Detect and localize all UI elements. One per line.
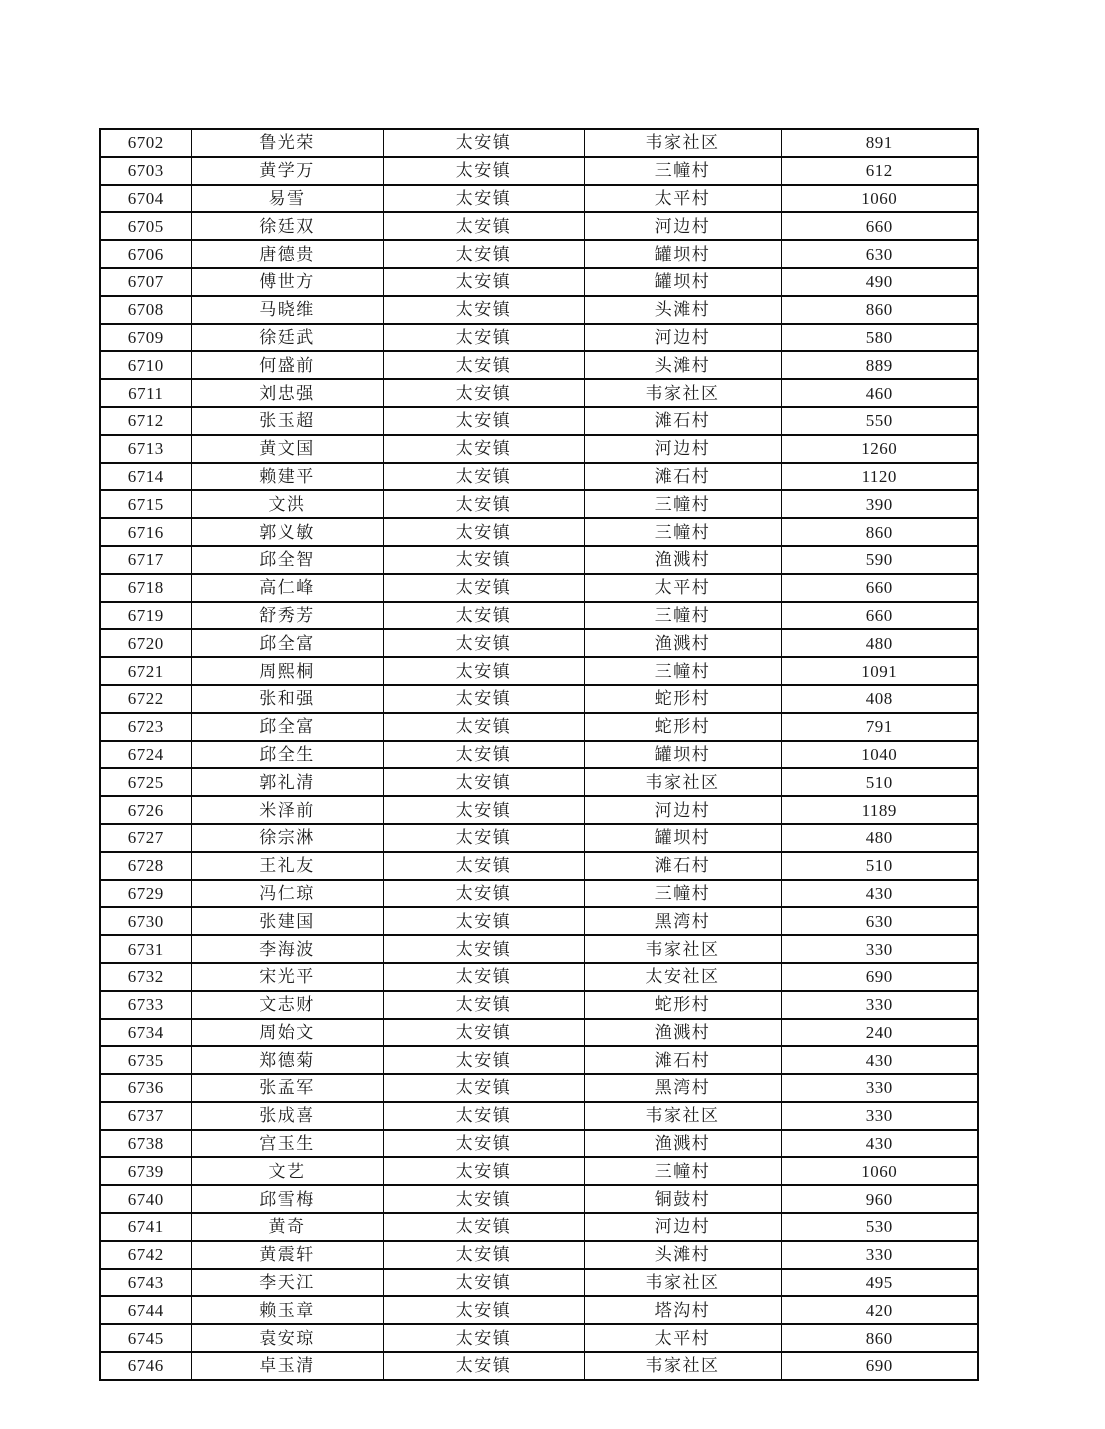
town-cell: 太安镇 — [383, 824, 584, 852]
name-cell: 郭义敏 — [191, 518, 383, 546]
name-cell: 舒秀芳 — [191, 602, 383, 630]
name-cell: 邱雪梅 — [191, 1185, 383, 1213]
table-row — [100, 296, 978, 324]
amount-cell: 330 — [781, 991, 978, 1019]
name-cell: 刘忠强 — [191, 379, 383, 407]
amount-cell: 690 — [781, 963, 978, 991]
serial-cell: 6731 — [100, 935, 191, 963]
serial-cell: 6724 — [100, 741, 191, 769]
name-cell: 邱全富 — [191, 713, 383, 741]
serial-cell: 6705 — [100, 212, 191, 240]
serial-cell: 6739 — [100, 1157, 191, 1185]
town-cell: 太安镇 — [383, 1102, 584, 1130]
table-row — [100, 796, 978, 824]
name-cell: 郭礼清 — [191, 768, 383, 796]
name-cell: 易雪 — [191, 185, 383, 213]
name-cell: 徐廷双 — [191, 212, 383, 240]
town-cell: 太安镇 — [383, 574, 584, 602]
table-row — [100, 435, 978, 463]
town-cell: 太安镇 — [383, 741, 584, 769]
village-cell: 罐坝村 — [584, 240, 781, 268]
table-row — [100, 129, 978, 157]
table-row — [100, 1130, 978, 1158]
name-cell: 袁安琼 — [191, 1324, 383, 1352]
village-cell: 韦家社区 — [584, 129, 781, 157]
table-row — [100, 1213, 978, 1241]
village-cell: 头滩村 — [584, 296, 781, 324]
village-cell: 蛇形村 — [584, 685, 781, 713]
serial-cell: 6717 — [100, 546, 191, 574]
town-cell: 太安镇 — [383, 1352, 584, 1380]
amount-cell: 495 — [781, 1269, 978, 1297]
town-cell: 太安镇 — [383, 379, 584, 407]
table-row — [100, 518, 978, 546]
serial-cell: 6738 — [100, 1130, 191, 1158]
town-cell: 太安镇 — [383, 657, 584, 685]
serial-cell: 6744 — [100, 1296, 191, 1324]
roster-table — [99, 128, 979, 1381]
town-cell: 太安镇 — [383, 907, 584, 935]
village-cell: 罐坝村 — [584, 824, 781, 852]
name-cell: 邱全生 — [191, 741, 383, 769]
amount-cell: 510 — [781, 852, 978, 880]
village-cell: 韦家社区 — [584, 379, 781, 407]
town-cell: 太安镇 — [383, 157, 584, 185]
amount-cell: 408 — [781, 685, 978, 713]
table-row — [100, 768, 978, 796]
amount-cell: 240 — [781, 1019, 978, 1047]
town-cell: 太安镇 — [383, 768, 584, 796]
serial-cell: 6713 — [100, 435, 191, 463]
village-cell: 渔溅村 — [584, 1130, 781, 1158]
village-cell: 河边村 — [584, 796, 781, 824]
serial-cell: 6729 — [100, 880, 191, 908]
name-cell: 郑德菊 — [191, 1046, 383, 1074]
village-cell: 韦家社区 — [584, 1269, 781, 1297]
table-row — [100, 657, 978, 685]
village-cell: 韦家社区 — [584, 768, 781, 796]
serial-cell: 6718 — [100, 574, 191, 602]
village-cell: 头滩村 — [584, 351, 781, 379]
town-cell: 太安镇 — [383, 296, 584, 324]
village-cell: 三幢村 — [584, 657, 781, 685]
amount-cell: 1040 — [781, 741, 978, 769]
village-cell: 三幢村 — [584, 490, 781, 518]
table-row — [100, 324, 978, 352]
name-cell: 宫玉生 — [191, 1130, 383, 1158]
amount-cell: 660 — [781, 602, 978, 630]
village-cell: 三幢村 — [584, 880, 781, 908]
town-cell: 太安镇 — [383, 963, 584, 991]
village-cell: 太平村 — [584, 1324, 781, 1352]
name-cell: 邱全富 — [191, 629, 383, 657]
table-row — [100, 268, 978, 296]
town-cell: 太安镇 — [383, 435, 584, 463]
town-cell: 太安镇 — [383, 324, 584, 352]
table-row — [100, 407, 978, 435]
table-row — [100, 212, 978, 240]
amount-cell: 430 — [781, 1046, 978, 1074]
serial-cell: 6720 — [100, 629, 191, 657]
amount-cell: 791 — [781, 713, 978, 741]
town-cell: 太安镇 — [383, 713, 584, 741]
village-cell: 蛇形村 — [584, 713, 781, 741]
serial-cell: 6709 — [100, 324, 191, 352]
name-cell: 鲁光荣 — [191, 129, 383, 157]
amount-cell: 330 — [781, 935, 978, 963]
town-cell: 太安镇 — [383, 1130, 584, 1158]
amount-cell: 1060 — [781, 1157, 978, 1185]
village-cell: 罐坝村 — [584, 741, 781, 769]
table-row — [100, 490, 978, 518]
amount-cell: 430 — [781, 1130, 978, 1158]
table-row — [100, 602, 978, 630]
table-row — [100, 1241, 978, 1269]
town-cell: 太安镇 — [383, 852, 584, 880]
amount-cell: 612 — [781, 157, 978, 185]
amount-cell: 480 — [781, 629, 978, 657]
amount-cell: 1260 — [781, 435, 978, 463]
name-cell: 黄文国 — [191, 435, 383, 463]
name-cell: 文志财 — [191, 991, 383, 1019]
table-row — [100, 1046, 978, 1074]
serial-cell: 6706 — [100, 240, 191, 268]
table-row — [100, 685, 978, 713]
town-cell: 太安镇 — [383, 1324, 584, 1352]
table-row — [100, 935, 978, 963]
serial-cell: 6740 — [100, 1185, 191, 1213]
amount-cell: 1189 — [781, 796, 978, 824]
name-cell: 张玉超 — [191, 407, 383, 435]
name-cell: 唐德贵 — [191, 240, 383, 268]
table-row — [100, 1185, 978, 1213]
amount-cell: 690 — [781, 1352, 978, 1380]
serial-cell: 6704 — [100, 185, 191, 213]
town-cell: 太安镇 — [383, 212, 584, 240]
amount-cell: 891 — [781, 129, 978, 157]
serial-cell: 6725 — [100, 768, 191, 796]
town-cell: 太安镇 — [383, 1269, 584, 1297]
town-cell: 太安镇 — [383, 1185, 584, 1213]
serial-cell: 6711 — [100, 379, 191, 407]
table-row — [100, 1074, 978, 1102]
village-cell: 三幢村 — [584, 157, 781, 185]
table-body — [100, 129, 978, 1380]
name-cell: 赖玉章 — [191, 1296, 383, 1324]
village-cell: 河边村 — [584, 1213, 781, 1241]
table-row — [100, 963, 978, 991]
serial-cell: 6737 — [100, 1102, 191, 1130]
table-row — [100, 629, 978, 657]
serial-cell: 6716 — [100, 518, 191, 546]
amount-cell: 630 — [781, 907, 978, 935]
serial-cell: 6721 — [100, 657, 191, 685]
name-cell: 卓玉清 — [191, 1352, 383, 1380]
name-cell: 文艺 — [191, 1157, 383, 1185]
town-cell: 太安镇 — [383, 629, 584, 657]
serial-cell: 6734 — [100, 1019, 191, 1047]
town-cell: 太安镇 — [383, 602, 584, 630]
table-row — [100, 1102, 978, 1130]
town-cell: 太安镇 — [383, 1019, 584, 1047]
name-cell: 周熙桐 — [191, 657, 383, 685]
name-cell: 赖建平 — [191, 463, 383, 491]
serial-cell: 6714 — [100, 463, 191, 491]
name-cell: 李海波 — [191, 935, 383, 963]
table-row — [100, 1019, 978, 1047]
village-cell: 太安社区 — [584, 963, 781, 991]
serial-cell: 6741 — [100, 1213, 191, 1241]
table-row — [100, 379, 978, 407]
name-cell: 米泽前 — [191, 796, 383, 824]
name-cell: 马晓维 — [191, 296, 383, 324]
serial-cell: 6733 — [100, 991, 191, 1019]
name-cell: 黄震轩 — [191, 1241, 383, 1269]
town-cell: 太安镇 — [383, 518, 584, 546]
village-cell: 三幢村 — [584, 1157, 781, 1185]
village-cell: 滩石村 — [584, 407, 781, 435]
serial-cell: 6702 — [100, 129, 191, 157]
town-cell: 太安镇 — [383, 240, 584, 268]
serial-cell: 6723 — [100, 713, 191, 741]
amount-cell: 330 — [781, 1102, 978, 1130]
table-row — [100, 991, 978, 1019]
village-cell: 黑湾村 — [584, 1074, 781, 1102]
town-cell: 太安镇 — [383, 935, 584, 963]
name-cell: 宋光平 — [191, 963, 383, 991]
town-cell: 太安镇 — [383, 1074, 584, 1102]
serial-cell: 6742 — [100, 1241, 191, 1269]
amount-cell: 530 — [781, 1213, 978, 1241]
table-row — [100, 240, 978, 268]
table-row — [100, 157, 978, 185]
table-row — [100, 463, 978, 491]
town-cell: 太安镇 — [383, 351, 584, 379]
name-cell: 张建国 — [191, 907, 383, 935]
table-row — [100, 852, 978, 880]
amount-cell: 330 — [781, 1241, 978, 1269]
table-row — [100, 907, 978, 935]
name-cell: 黄学万 — [191, 157, 383, 185]
town-cell: 太安镇 — [383, 1241, 584, 1269]
town-cell: 太安镇 — [383, 796, 584, 824]
village-cell: 黑湾村 — [584, 907, 781, 935]
town-cell: 太安镇 — [383, 463, 584, 491]
town-cell: 太安镇 — [383, 268, 584, 296]
village-cell: 三幢村 — [584, 518, 781, 546]
serial-cell: 6712 — [100, 407, 191, 435]
table-row — [100, 1352, 978, 1380]
amount-cell: 480 — [781, 824, 978, 852]
town-cell: 太安镇 — [383, 991, 584, 1019]
name-cell: 冯仁琼 — [191, 880, 383, 908]
village-cell: 韦家社区 — [584, 1352, 781, 1380]
town-cell: 太安镇 — [383, 1046, 584, 1074]
amount-cell: 490 — [781, 268, 978, 296]
serial-cell: 6736 — [100, 1074, 191, 1102]
name-cell: 张和强 — [191, 685, 383, 713]
town-cell: 太安镇 — [383, 685, 584, 713]
amount-cell: 860 — [781, 1324, 978, 1352]
amount-cell: 430 — [781, 880, 978, 908]
name-cell: 张孟军 — [191, 1074, 383, 1102]
serial-cell: 6745 — [100, 1324, 191, 1352]
village-cell: 太平村 — [584, 185, 781, 213]
table-row — [100, 574, 978, 602]
village-cell: 滩石村 — [584, 463, 781, 491]
village-cell: 河边村 — [584, 212, 781, 240]
town-cell: 太安镇 — [383, 129, 584, 157]
amount-cell: 1060 — [781, 185, 978, 213]
table-row — [100, 185, 978, 213]
name-cell: 张成喜 — [191, 1102, 383, 1130]
table-row — [100, 880, 978, 908]
name-cell: 高仁峰 — [191, 574, 383, 602]
village-cell: 罐坝村 — [584, 268, 781, 296]
amount-cell: 860 — [781, 296, 978, 324]
serial-cell: 6707 — [100, 268, 191, 296]
amount-cell: 1120 — [781, 463, 978, 491]
amount-cell: 580 — [781, 324, 978, 352]
table-row — [100, 741, 978, 769]
table-row — [100, 713, 978, 741]
amount-cell: 960 — [781, 1185, 978, 1213]
town-cell: 太安镇 — [383, 1213, 584, 1241]
amount-cell: 889 — [781, 351, 978, 379]
amount-cell: 460 — [781, 379, 978, 407]
village-cell: 河边村 — [584, 324, 781, 352]
table-row — [100, 546, 978, 574]
serial-cell: 6726 — [100, 796, 191, 824]
town-cell: 太安镇 — [383, 185, 584, 213]
amount-cell: 860 — [781, 518, 978, 546]
village-cell: 滩石村 — [584, 1046, 781, 1074]
town-cell: 太安镇 — [383, 490, 584, 518]
table-row — [100, 1324, 978, 1352]
serial-cell: 6719 — [100, 602, 191, 630]
table-row — [100, 1296, 978, 1324]
village-cell: 滩石村 — [584, 852, 781, 880]
village-cell: 蛇形村 — [584, 991, 781, 1019]
serial-cell: 6746 — [100, 1352, 191, 1380]
village-cell: 韦家社区 — [584, 1102, 781, 1130]
serial-cell: 6708 — [100, 296, 191, 324]
serial-cell: 6730 — [100, 907, 191, 935]
serial-cell: 6743 — [100, 1269, 191, 1297]
amount-cell: 590 — [781, 546, 978, 574]
village-cell: 韦家社区 — [584, 935, 781, 963]
amount-cell: 630 — [781, 240, 978, 268]
amount-cell: 390 — [781, 490, 978, 518]
serial-cell: 6727 — [100, 824, 191, 852]
name-cell: 王礼友 — [191, 852, 383, 880]
village-cell: 塔沟村 — [584, 1296, 781, 1324]
village-cell: 渔溅村 — [584, 629, 781, 657]
village-cell: 头滩村 — [584, 1241, 781, 1269]
serial-cell: 6722 — [100, 685, 191, 713]
amount-cell: 550 — [781, 407, 978, 435]
town-cell: 太安镇 — [383, 407, 584, 435]
town-cell: 太安镇 — [383, 546, 584, 574]
table-row — [100, 1157, 978, 1185]
serial-cell: 6728 — [100, 852, 191, 880]
amount-cell: 330 — [781, 1074, 978, 1102]
name-cell: 徐廷武 — [191, 324, 383, 352]
amount-cell: 420 — [781, 1296, 978, 1324]
name-cell: 何盛前 — [191, 351, 383, 379]
name-cell: 文洪 — [191, 490, 383, 518]
serial-cell: 6735 — [100, 1046, 191, 1074]
village-cell: 铜鼓村 — [584, 1185, 781, 1213]
village-cell: 太平村 — [584, 574, 781, 602]
amount-cell: 660 — [781, 212, 978, 240]
village-cell: 渔溅村 — [584, 546, 781, 574]
amount-cell: 660 — [781, 574, 978, 602]
village-cell: 渔溅村 — [584, 1019, 781, 1047]
name-cell: 黄奇 — [191, 1213, 383, 1241]
table-row — [100, 824, 978, 852]
name-cell: 傅世方 — [191, 268, 383, 296]
amount-cell: 1091 — [781, 657, 978, 685]
town-cell: 太安镇 — [383, 880, 584, 908]
table-row — [100, 1269, 978, 1297]
name-cell: 李天江 — [191, 1269, 383, 1297]
amount-cell: 510 — [781, 768, 978, 796]
name-cell: 邱全智 — [191, 546, 383, 574]
village-cell: 河边村 — [584, 435, 781, 463]
name-cell: 周始文 — [191, 1019, 383, 1047]
name-cell: 徐宗淋 — [191, 824, 383, 852]
table-row — [100, 351, 978, 379]
town-cell: 太安镇 — [383, 1157, 584, 1185]
serial-cell: 6703 — [100, 157, 191, 185]
serial-cell: 6732 — [100, 963, 191, 991]
serial-cell: 6715 — [100, 490, 191, 518]
serial-cell: 6710 — [100, 351, 191, 379]
town-cell: 太安镇 — [383, 1296, 584, 1324]
village-cell: 三幢村 — [584, 602, 781, 630]
